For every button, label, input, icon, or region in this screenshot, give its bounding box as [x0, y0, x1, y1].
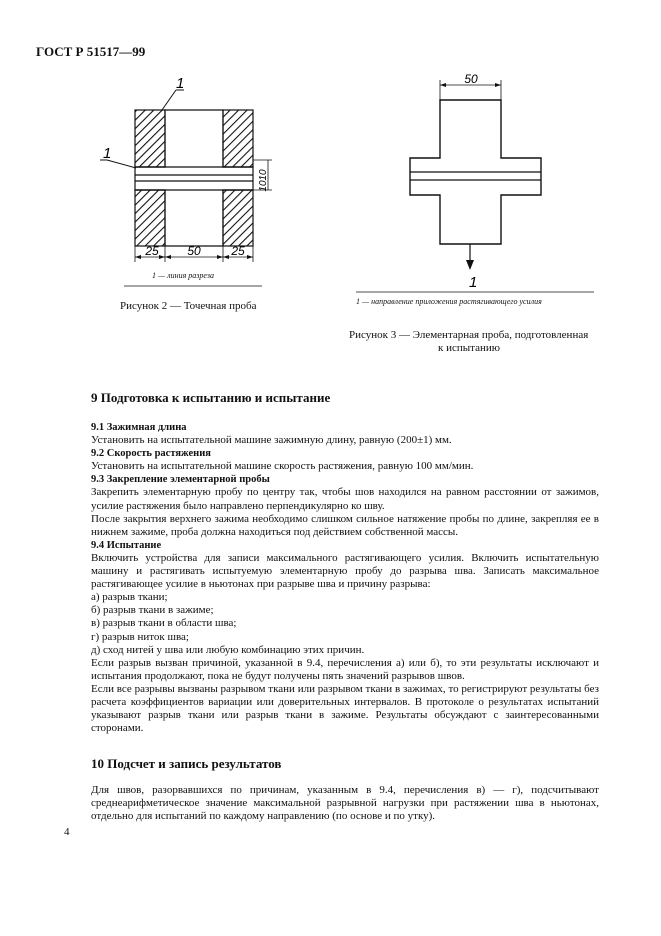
fig3-caption-line1: Рисунок 3 — Элементарная проба, подготовленная [349, 329, 589, 341]
s94-p3: Если все разрывы вызваны разрывом ткани или разрывом ткани в зажимах, то регистрируют результаты без расчета коэффициентов вариации или доверительных интервалов. В протоколе о результатах испытаний указывают разрыв ткани или разрыв ткани в зажиме. Результаты обсуждают с заинтересованными сторонами. [91, 682, 599, 735]
list-item-c: в) разрыв ткани в области шва; [91, 617, 237, 630]
s93-title: 9.3 Закрепление элементарной пробы [91, 474, 270, 486]
fig2-label-1-top: 1 [176, 75, 185, 92]
fig2-dim-25-left: 25 [145, 244, 159, 258]
force-arrow-icon [466, 260, 474, 270]
s10-p1: Для швов, разорвавшихся по причинам, указанным в 9.4, перечисления в) — г), подсчитывают среднеарифметическое значение максимальной разрывной нагрузки при растяжении шва в ньютонах, отдельно для испытаний по каждому направлению (по основе и по утку). [91, 784, 599, 823]
fig3-caption-line2: к испытанию [438, 342, 500, 354]
hatch-block-bottom-left [135, 190, 165, 246]
fig2-label-1-left: 1 [103, 145, 112, 162]
figure3-drawing [356, 72, 594, 292]
list-item-d: г) разрыв ниток шва; [91, 630, 189, 643]
fig3-arrow-label: 1 [469, 274, 478, 291]
s92-text: Установить на испытательной машине скорость растяжения, равную 100 мм/мин. [91, 460, 474, 473]
s91-title: 9.1 Зажимная длина [91, 422, 187, 433]
section10-title: 10 Подсчет и запись результатов [91, 756, 282, 771]
section9-body [91, 421, 599, 735]
fig2-legend: 1 — линия разреза [152, 271, 214, 280]
s91-text: Установить на испытательной машине зажимную длину, равную (200±1) мм. [91, 434, 452, 447]
s94-p1: Включить устройства для записи максимального растягивающего усилия. Включить испытательную машину и растягивать испытуемую элементарную пробу до разрыва шва. Записать максимальное растягивающее усилие в ньютонах при разрыве шва и причину разрыва: [91, 551, 599, 591]
fig2-dim-10-b: 10 [258, 180, 269, 192]
hatch-block-top-left [135, 110, 165, 167]
section10-body [91, 784, 599, 823]
fig2-caption: Рисунок 2 — Точечная проба [120, 300, 257, 312]
figure2-drawing [100, 75, 272, 286]
s93-p1: Закрепить элементарную пробу по центру так, чтобы шов находился на равном расстоянии от зажимов, усилие растяжения было направлено перпендикулярно ко шву. [91, 486, 599, 512]
s92-title: 9.2 Скорость растяжения [91, 448, 211, 460]
fig3-legend: 1 — направление приложения растягивающего усилия [356, 297, 542, 306]
s93-p2: После закрытия верхнего зажима необходимо слишком сильное натяжение пробы по длине, закрепляя ее в нижнем зажиме, проба должна находиться под действием собственной массы. [91, 512, 599, 538]
list-item-b: б) разрыв ткани в зажиме; [91, 604, 214, 617]
document-header: ГОСТ Р 51517—99 [36, 44, 146, 59]
section9-title: 9 Подготовка к испытанию и испытание [91, 390, 331, 405]
s94-title: 9.4 Испытание [91, 539, 162, 551]
fig2-dim-10-a: 10 [258, 169, 269, 181]
list-item-a: а) разрыв ткани; [91, 591, 168, 604]
page-number: 4 [64, 826, 70, 838]
fig3-dim-50: 50 [464, 72, 478, 86]
fig2-dim-25-right: 25 [231, 244, 245, 258]
fig2-dim-50: 50 [187, 244, 201, 258]
s94-p2: Если разрыв вызван причиной, указанной в 9.4, перечисления а) или б), то эти результаты исключают и испытания продолжают, пока не будут получены пять значений разрывов швов. [91, 656, 599, 682]
list-item-e: д) сход нитей у шва или любую комбинацию этих причин. [91, 643, 365, 656]
hatch-block-top-right [223, 110, 253, 167]
figures-drawing [0, 0, 661, 380]
hatch-block-bottom-right [223, 190, 253, 246]
